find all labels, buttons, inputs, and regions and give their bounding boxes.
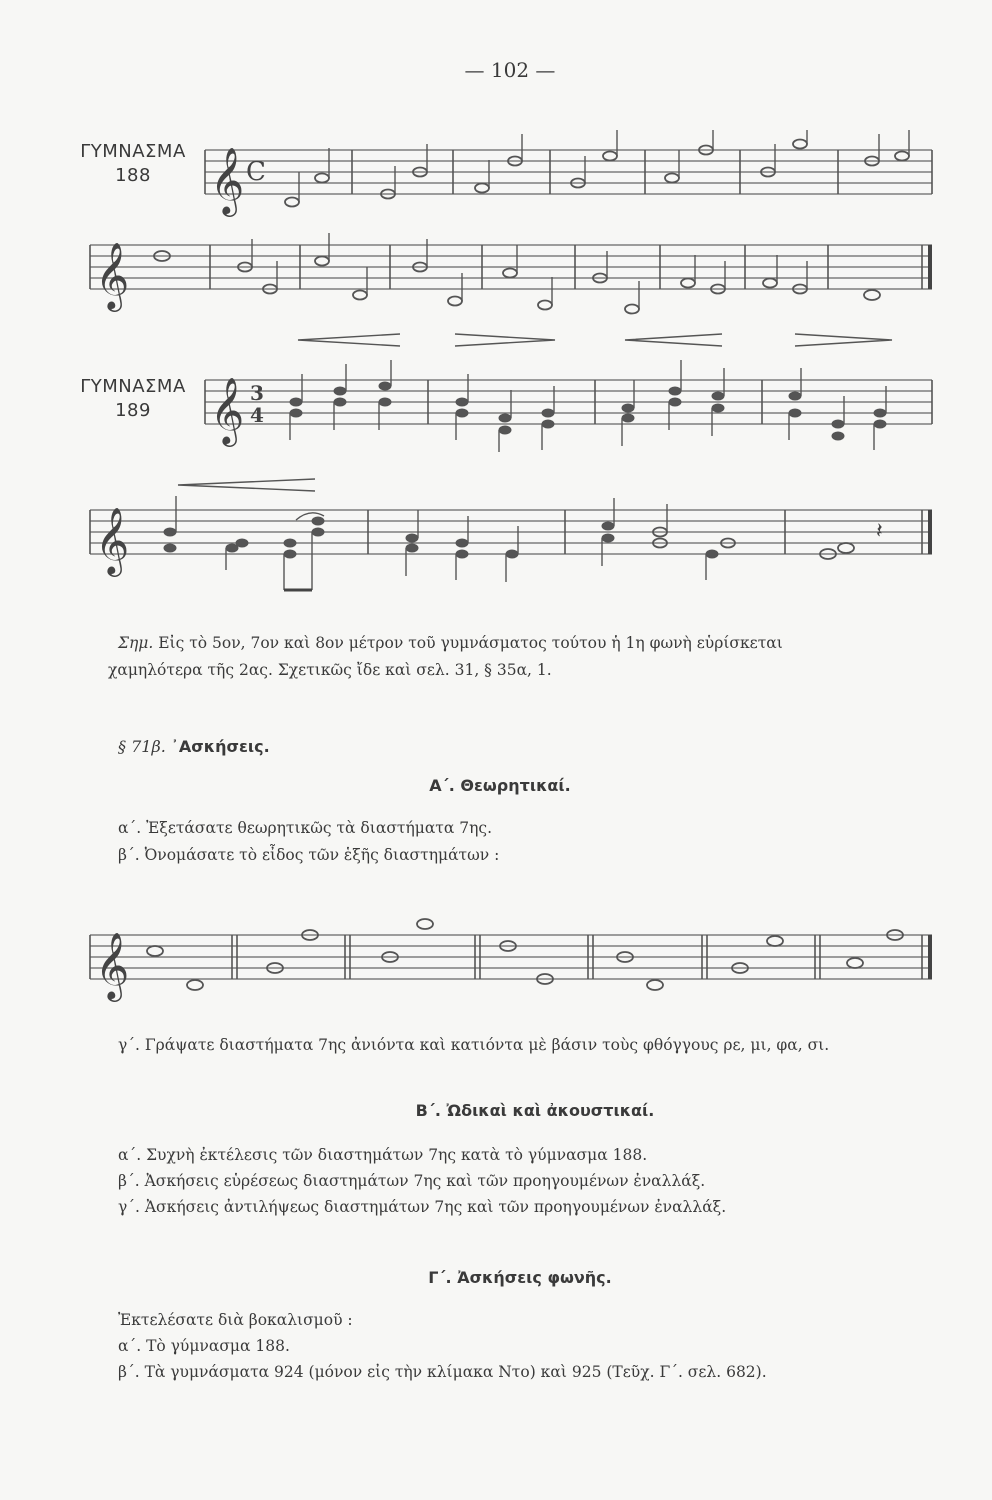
part-a-heading: Α΄. Θεωρητικαί. — [429, 776, 571, 795]
part-a-item-b: β΄. Ὀνομάσατε τὸ εἶδος τῶν ἑξῆς διαστημάτων : — [118, 846, 500, 864]
note-text-2: χαμηλότερα τῆς 2ας. Σχετικῶς ἴδε καὶ σελ. 31, § 35α, 1. — [108, 661, 552, 679]
notes — [285, 130, 932, 207]
notes — [290, 360, 932, 452]
staff-188-line-2 — [0, 225, 992, 315]
part-c-item-a: α΄. Τὸ γύμνασμα 188. — [118, 1337, 290, 1355]
part-c-intro: Ἐκτελέσατε διὰ βοκαλισμοῦ : — [118, 1311, 353, 1329]
dynamics-189 — [0, 330, 992, 350]
staff-lines — [205, 380, 932, 424]
treble-clef-icon: 𝄞 — [95, 506, 130, 574]
note-text-1: Εἰς τὸ 5ον, 7ον καὶ 8ον μέτρον τοῦ γυμνάσματος τούτου ἡ 1η φωνὴ εὑρίσκεται — [158, 634, 783, 652]
time-signature-bottom: 4 — [250, 403, 264, 427]
part-b-item-a: α΄. Συχνὴ ἐκτέλεσις τῶν διαστημάτων 7ης κατὰ τὸ γύμνασμα 188. — [118, 1146, 648, 1164]
exercise-label-text: ΓΥΜΝΑΣΜΑ — [80, 141, 186, 162]
staff-lines — [90, 245, 932, 289]
section-heading: ᾿Ασκήσεις. — [170, 737, 270, 756]
staff-188-line-1 — [0, 130, 992, 220]
staff-intervals — [0, 915, 992, 1005]
part-c-heading: Γ΄. Ἀσκήσεις φωνῆς. — [428, 1268, 612, 1287]
exercise-label-text: ΓΥΜΝΑΣΜΑ — [80, 376, 186, 397]
exercise-number: 189 — [115, 400, 151, 421]
part-a-item-a: α΄. Ἐξετάσατε θεωρητικῶς τὰ διαστήματα 7ης. — [118, 819, 493, 837]
exercise-number: 188 — [115, 165, 151, 186]
treble-clef-icon: 𝄞 — [95, 241, 130, 309]
section-ref: § 71β. — [118, 737, 166, 756]
staff-189-line-2 — [0, 490, 992, 600]
note-line-1 — [118, 630, 783, 656]
treble-clef-icon: 𝄞 — [210, 376, 245, 444]
staff-189-line-1 — [0, 360, 992, 455]
section-title — [118, 737, 270, 756]
treble-clef-icon: 𝄞 — [95, 931, 130, 999]
time-signature-top: 3 — [250, 381, 264, 405]
page-number: — 102 — — [464, 58, 556, 82]
treble-clef-icon: 𝄞 — [210, 146, 245, 214]
note-abbreviation: Σημ. — [118, 634, 154, 652]
part-a-item-c: γ΄. Γράψατε διαστήματα 7ης ἀνιόντα καὶ κατιόντα μὲ βάσιν τοὺς φθόγγους ρε, μι, φα, σι. — [118, 1036, 830, 1054]
time-signature: C — [246, 157, 266, 187]
part-c-item-b: β΄. Τὰ γυμνάσματα 924 (μόνον εἰς τὴν κλίμακα Ντο) καὶ 925 (Τεῦχ. Γ΄. σελ. 682). — [118, 1363, 767, 1381]
part-b-heading: Β΄. Ὠδικαὶ καὶ ἀκουστικαί. — [415, 1101, 655, 1120]
part-b-item-c: γ΄. Ἀσκήσεις ἀντιλήψεως διαστημάτων 7ης καὶ τῶν προηγουμένων ἐναλλάξ. — [118, 1198, 727, 1216]
part-b-item-b: β΄. Ἀσκήσεις εὑρέσεως διαστημάτων 7ης καὶ τῶν προηγουμένων ἐναλλάξ. — [118, 1172, 706, 1190]
svg-text:𝄽: 𝄽 — [876, 519, 883, 544]
staff-lines — [90, 510, 932, 554]
staff-lines — [205, 150, 932, 194]
